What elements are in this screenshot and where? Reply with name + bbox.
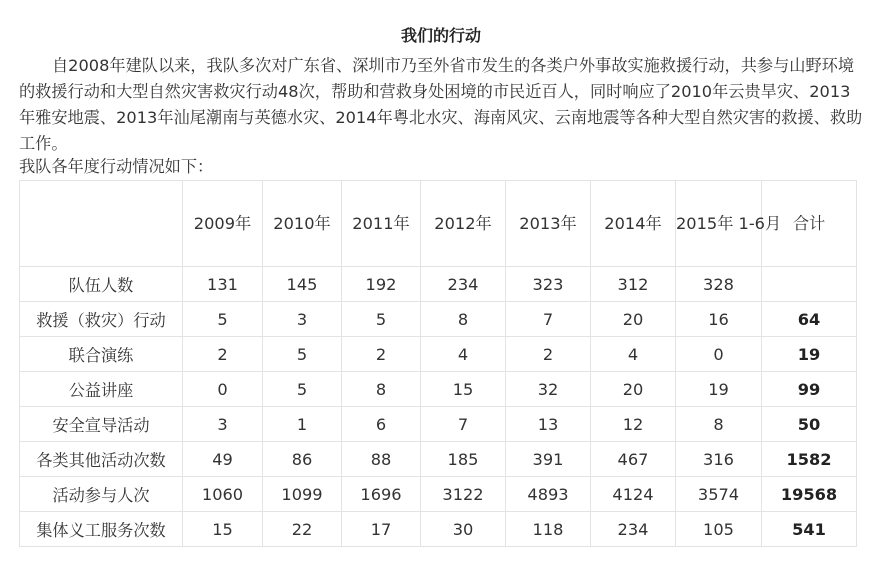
table-cell: 20 xyxy=(591,302,676,337)
total-cell: 1582 xyxy=(762,442,857,477)
table-cell: 131 xyxy=(183,267,263,302)
row-label: 各类其他活动次数 xyxy=(20,442,183,477)
table-cell: 7 xyxy=(421,407,506,442)
table-cell: 8 xyxy=(676,407,762,442)
row-label: 活动参与人次 xyxy=(20,477,183,512)
table-cell: 118 xyxy=(506,512,591,547)
table-cell: 2 xyxy=(342,337,421,372)
table-cell: 8 xyxy=(421,302,506,337)
row-label: 队伍人数 xyxy=(20,267,183,302)
table-cell: 2 xyxy=(506,337,591,372)
table-cell: 0 xyxy=(183,372,263,407)
column-header: 2009年 xyxy=(183,181,263,267)
table-row xyxy=(20,302,857,337)
intro-paragraph: 自2008年建队以来，我队多次对广东省、深圳市乃至外省市发生的各类户外事故实施救援行动，共参与山野环境的救援行动和大型自然灾害救灾行动48次，帮助和营救身处困境的市民近百人，同时响应了2010年云贵旱灾、2013年雅安地震、2013年汕尾潮南与英德水灾、2014年粤北水灾、海南风灾、云南地震等各种大型自然灾害的救援、救助工作。 xyxy=(19,56,863,153)
table-cell: 22 xyxy=(263,512,342,547)
total-cell: 50 xyxy=(762,407,857,442)
table-caption: 我队各年度行动情况如下： xyxy=(19,157,214,176)
table-cell: 1 xyxy=(263,407,342,442)
table-cell: 16 xyxy=(676,302,762,337)
table-cell: 4893 xyxy=(506,477,591,512)
table-header-row xyxy=(20,181,857,267)
table-cell: 12 xyxy=(591,407,676,442)
table-cell: 312 xyxy=(591,267,676,302)
table-cell: 6 xyxy=(342,407,421,442)
table-cell: 5 xyxy=(183,302,263,337)
total-cell: 19568 xyxy=(762,477,857,512)
row-label: 公益讲座 xyxy=(20,372,183,407)
table-cell: 49 xyxy=(183,442,263,477)
total-cell: 541 xyxy=(762,512,857,547)
table-cell: 192 xyxy=(342,267,421,302)
column-header: 2015年 1-6月 xyxy=(676,181,762,267)
table-cell: 20 xyxy=(591,372,676,407)
table-cell: 8 xyxy=(342,372,421,407)
column-header: 2013年 xyxy=(506,181,591,267)
total-cell xyxy=(762,267,857,302)
table-row xyxy=(20,267,857,302)
table-cell: 1696 xyxy=(342,477,421,512)
table-cell: 88 xyxy=(342,442,421,477)
table-row xyxy=(20,337,857,372)
table-cell: 391 xyxy=(506,442,591,477)
corner-cell xyxy=(20,181,183,267)
row-label: 集体义工服务次数 xyxy=(20,512,183,547)
table-cell: 3 xyxy=(183,407,263,442)
table-cell: 185 xyxy=(421,442,506,477)
row-label: 安全宣导活动 xyxy=(20,407,183,442)
table-cell: 1099 xyxy=(263,477,342,512)
table-cell: 234 xyxy=(591,512,676,547)
table-cell: 5 xyxy=(263,372,342,407)
page-title: 我们的行动 xyxy=(400,26,481,45)
table-cell: 3122 xyxy=(421,477,506,512)
column-header: 2012年 xyxy=(421,181,506,267)
table-cell: 1060 xyxy=(183,477,263,512)
table-row xyxy=(20,512,857,547)
table-cell: 13 xyxy=(506,407,591,442)
table-cell: 145 xyxy=(263,267,342,302)
table-row xyxy=(20,442,857,477)
table-cell: 4124 xyxy=(591,477,676,512)
table-cell: 4 xyxy=(591,337,676,372)
table-cell: 2 xyxy=(183,337,263,372)
table-cell: 32 xyxy=(506,372,591,407)
column-header: 合计 xyxy=(762,181,857,267)
table-row xyxy=(20,372,857,407)
table-cell: 86 xyxy=(263,442,342,477)
yearly-actions-table xyxy=(19,180,857,547)
table-cell: 30 xyxy=(421,512,506,547)
table-cell: 4 xyxy=(421,337,506,372)
row-label: 联合演练 xyxy=(20,337,183,372)
table-cell: 17 xyxy=(342,512,421,547)
table-row xyxy=(20,477,857,512)
table-row xyxy=(20,407,857,442)
table-cell: 5 xyxy=(263,337,342,372)
column-header: 2010年 xyxy=(263,181,342,267)
column-header: 2014年 xyxy=(591,181,676,267)
table-cell: 15 xyxy=(183,512,263,547)
table-cell: 15 xyxy=(421,372,506,407)
table-cell: 0 xyxy=(676,337,762,372)
total-cell: 19 xyxy=(762,337,857,372)
table-cell: 105 xyxy=(676,512,762,547)
table-cell: 323 xyxy=(506,267,591,302)
table-cell: 467 xyxy=(591,442,676,477)
total-cell: 99 xyxy=(762,372,857,407)
total-cell: 64 xyxy=(762,302,857,337)
table-cell: 328 xyxy=(676,267,762,302)
table-cell: 7 xyxy=(506,302,591,337)
column-header: 2011年 xyxy=(342,181,421,267)
table-cell: 3 xyxy=(263,302,342,337)
table-cell: 5 xyxy=(342,302,421,337)
table-cell: 234 xyxy=(421,267,506,302)
table-cell: 3574 xyxy=(676,477,762,512)
table-cell: 316 xyxy=(676,442,762,477)
table-cell: 19 xyxy=(676,372,762,407)
row-label: 救援（救灾）行动 xyxy=(20,302,183,337)
